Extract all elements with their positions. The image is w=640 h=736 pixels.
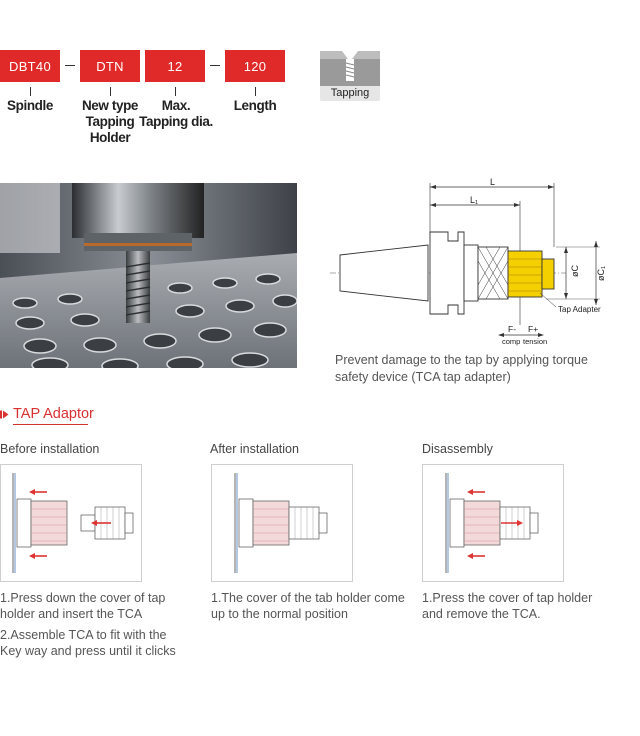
section-underline — [13, 424, 88, 425]
label-tick — [255, 87, 256, 96]
disassembly-step-1: 1.Press the cover of tap holder and remove the TCA. — [422, 591, 593, 621]
tapping-photo — [0, 183, 297, 368]
before-installation-diagram — [0, 464, 142, 582]
dia-code-box: 12 — [145, 50, 205, 82]
dim-C1-label: øC₁ — [596, 265, 606, 281]
before-step-2: 2.Assemble TCA to fit with the Key way and press until it clicks — [0, 628, 176, 658]
comp-label: comp — [502, 337, 521, 346]
tension-label: tension — [523, 337, 548, 346]
disassembly-diagram — [422, 464, 564, 582]
dia-label: Max. Tapping dia. — [139, 98, 213, 129]
holder-label: New type Tapping Holder — [81, 98, 139, 145]
section-bullet-icon — [0, 410, 9, 419]
tapping-caption: Tapping — [320, 86, 380, 101]
spindle-label: Spindle — [7, 98, 53, 113]
label-tick — [175, 87, 176, 96]
holder-code-box: DTN — [80, 50, 140, 82]
fminus-label: F- — [508, 324, 517, 334]
label-tick — [30, 87, 31, 96]
code-separator — [210, 65, 220, 66]
label-tick — [110, 87, 111, 96]
fplus-label: F+ — [528, 324, 539, 334]
after-step-1: 1.The cover of the tab holder come up to the normal position — [211, 591, 405, 621]
before-step-1: 1.Press down the cover of tap holder and insert the TCA — [0, 591, 166, 621]
dim-C-label: øC — [570, 265, 580, 277]
before-installation-title: Before installation — [0, 442, 100, 456]
disassembly-title: Disassembly — [422, 442, 493, 456]
section-title: TAP Adaptor — [13, 406, 94, 422]
length-code-box: 120 — [225, 50, 285, 82]
tap-adapter-label: Tap Adapter — [558, 305, 601, 314]
dim-L-label: L — [490, 177, 496, 187]
tap-holder-drawing — [330, 175, 610, 350]
dim-L1-label: L₁ — [470, 195, 479, 205]
drawing-caption: Prevent damage to the tap by applying torque safety device (TCA tap adapter) — [335, 353, 588, 384]
length-label: Length — [233, 98, 277, 113]
after-installation-title: After installation — [210, 442, 299, 456]
spindle-code-box: DBT40 — [0, 50, 60, 82]
code-separator — [65, 65, 75, 66]
after-installation-diagram — [211, 464, 353, 582]
